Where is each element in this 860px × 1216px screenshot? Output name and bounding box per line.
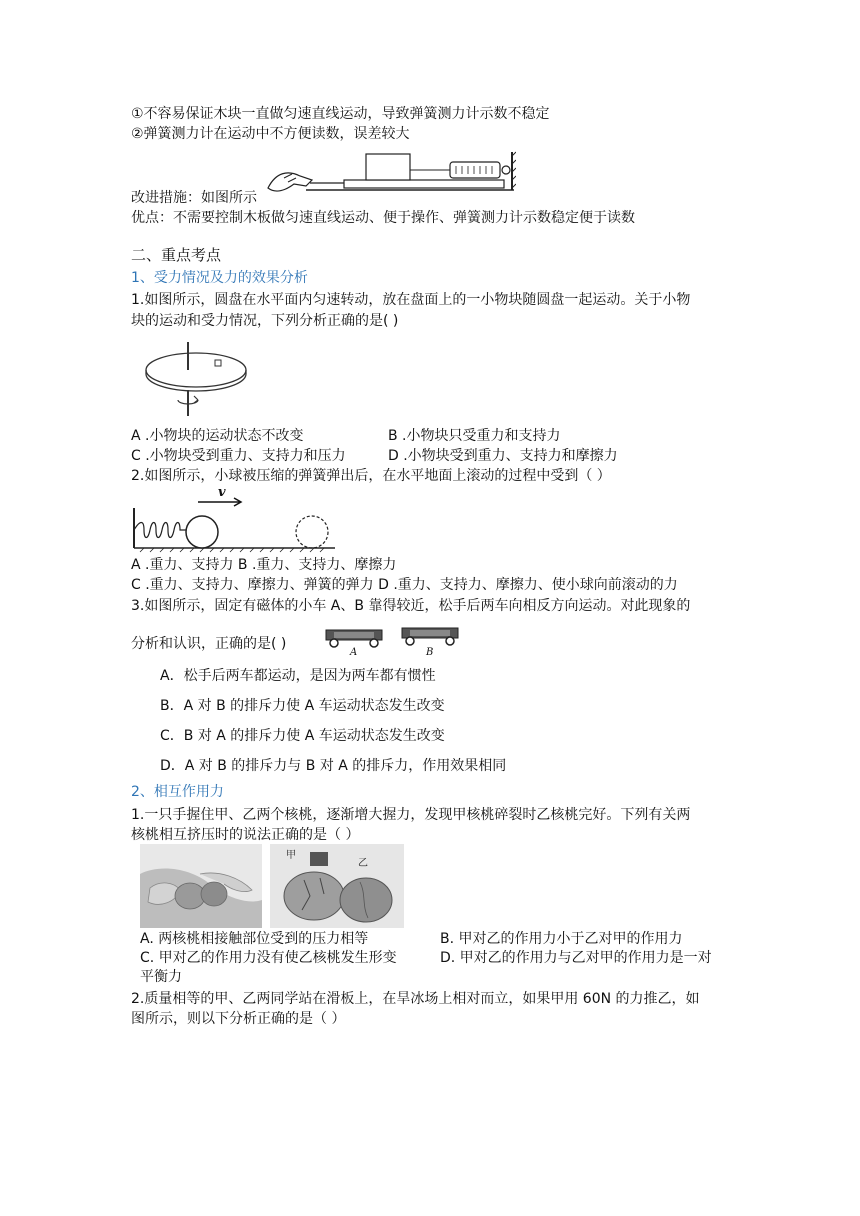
cart-a-icon — [326, 630, 382, 658]
label-yi: 乙 — [358, 858, 368, 869]
ball-later-position-icon — [296, 516, 328, 548]
subsection-2-title: 2、相互作用力 — [131, 784, 224, 800]
spring-icon — [134, 523, 186, 538]
q1-option-b: B .小物块只受重力和支持力 — [388, 428, 561, 444]
wood-block — [366, 154, 410, 180]
walnut-icon — [201, 882, 227, 906]
q5-stem-line-1: 2.质量相等的甲、乙两同学站在滑板上，在旱冰场上相对而立，如果甲用 60N 的力推乙，如 — [131, 991, 700, 1007]
cart-b-label: B — [426, 647, 434, 658]
hand-icon — [268, 173, 312, 191]
walnut-shell-fragment — [310, 852, 328, 866]
q3-option-b: B．A 对 B 的排斥力使 A 车运动状态发生改变 — [160, 698, 445, 714]
section-title: 二、重点考点 — [131, 246, 222, 264]
q3-stem-line-1: 3.如图所示，固定有磁体的小车 A、B 靠得较近，松手后两车向相反方向运动。对此现象的 — [131, 598, 691, 614]
walnut-jia-icon — [284, 872, 344, 920]
board — [344, 180, 504, 188]
q1-option-a: A .小物块的运动状态不改变 — [131, 428, 304, 444]
q2-options-ab: A .重力、支持力 B .重力、支持力、摩擦力 — [131, 557, 397, 573]
q1-option-c: C .小物块受到重力、支持力和压力 — [131, 448, 346, 464]
q1-stem-line-2: 块的运动和受力情况，下列分析正确的是( ) — [131, 313, 399, 329]
label-jia: 甲 — [286, 850, 296, 861]
ball-icon — [186, 516, 218, 548]
q2-options-cd: C .重力、支持力、摩擦力、弹簧的弹力 D .重力、支持力、摩擦力、使小球向前滚动的力 — [131, 577, 678, 593]
q4-option-b: B. 甲对乙的作用力小于乙对甲的作用力 — [440, 931, 683, 947]
small-block — [215, 360, 221, 366]
subsection-1-title: 1、受力情况及力的效果分析 — [131, 270, 308, 286]
cracked-walnuts-photo — [270, 844, 404, 928]
cart-b-icon — [402, 628, 458, 658]
hand-holding-walnuts-photo — [140, 844, 262, 928]
intro-line-2: ②弹簧测力计在运动中不方便读数，误差较大 — [131, 126, 410, 142]
spring-scale-icon — [450, 162, 500, 178]
q5-stem-line-2: 图所示，则以下分析正确的是（ ） — [131, 1011, 346, 1027]
q3-option-c: C．B 对 A 的排斥力使 A 车运动状态发生改变 — [160, 728, 445, 744]
q4-option-d: D. 甲对乙的作用力与乙对甲的作用力是一对 — [440, 950, 712, 966]
advantage-line: 优点：不需要控制木板做匀速直线运动、便于操作、弹簧测力计示数稳定便于读数 — [131, 210, 635, 226]
walnut-yi-icon — [340, 878, 392, 922]
velocity-label: v — [218, 485, 226, 500]
q4-stem-line-2: 核桃相互挤压时的说法正确的是（ ） — [131, 827, 360, 843]
q2-stem: 2.如图所示，小球被压缩的弹簧弹出后，在水平地面上滚动的过程中受到（ ） — [131, 468, 611, 484]
q1-option-d: D .小物块受到重力、支持力和摩擦力 — [388, 448, 618, 464]
q4-option-c: C. 甲对乙的作用力没有使乙核桃发生形变 — [140, 950, 397, 966]
intro-line-1: ①不容易保证木块一直做匀速直线运动，导致弹簧测力计示数不稳定 — [131, 106, 550, 122]
friction-apparatus-figure — [266, 150, 516, 200]
walnut-icon — [175, 883, 205, 909]
spring-ball-figure — [130, 484, 340, 554]
q3-option-d: D．A 对 B 的排斥力与 B 对 A 的排斥力，作用效果相同 — [160, 758, 507, 774]
q4-option-d-continued: 平衡力 — [140, 969, 182, 985]
cart-a-label: A — [350, 647, 358, 658]
q4-option-a: A. 两核桃相接触部位受到的压力相等 — [140, 931, 369, 947]
q3-option-a: A．松手后两车都运动，是因为两车都有惯性 — [160, 668, 436, 684]
q4-stem-line-1: 1.一只手握住甲、乙两个核桃，逐渐增大握力，发现甲核桃碎裂时乙核桃完好。下列有关两 — [131, 807, 691, 823]
magnet-carts-figure — [320, 624, 470, 658]
improvement-line: 改进措施：如图所示 — [131, 190, 257, 206]
rotating-disk-figure — [140, 336, 260, 422]
q1-stem-line-1: 1.如图所示，圆盘在水平面内匀速转动，放在盘面上的一小物块随圆盘一起运动。关于小物 — [131, 292, 691, 308]
q3-stem-line-2: 分析和认识，正确的是( ) — [131, 636, 287, 652]
